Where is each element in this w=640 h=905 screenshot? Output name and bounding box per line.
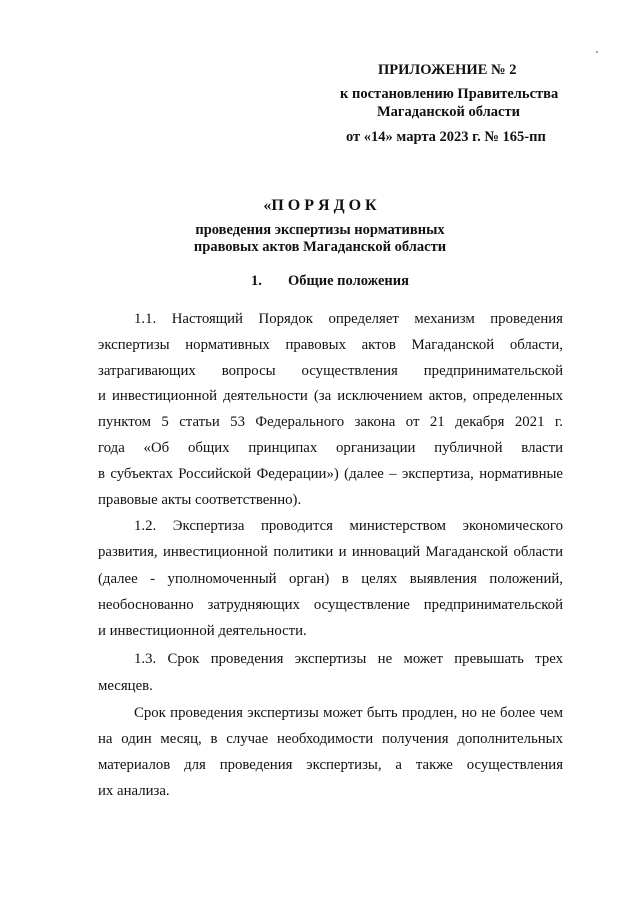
paragraph-line: экспертизы нормативных правовых актов Магаданской области, [98,337,563,353]
paragraph-line: 1.3. Срок проведения экспертизы не может превышать трех [134,651,563,667]
paragraph-line: развития, инвестиционной политики и инноваций Магаданской области [98,544,563,560]
paragraph-line: в субъектах Российской Федерации») (далее – экспертиза, нормативные [98,466,563,482]
paragraph-line: 1.2. Экспертиза проводится министерством экономического [134,518,563,534]
paragraph-line: их анализа. [98,783,170,799]
paragraph-line: года «Об общих принципах организации публичной власти [98,440,563,456]
paragraph-line: месяцев. [98,678,153,694]
paragraph-line: материалов для проведения экспертизы, а также осуществления [98,757,563,773]
appendix-date-line: от «14» марта 2023 г. № 165-пп [346,129,546,145]
paragraph-line: пунктом 5 статьи 53 Федерального закона от 21 декабря 2021 г. [98,414,563,430]
paragraph-line: затрагивающих вопросы осуществления предпринимательской [98,363,563,379]
paragraph-line: правовые акты соответственно). [98,492,302,508]
scan-speck [596,51,598,53]
paragraph-line: 1.1. Настоящий Порядок определяет механизм проведения [134,311,563,327]
section-number: 1. [251,273,262,289]
appendix-line-2: Магаданской области [377,104,520,120]
document-subtitle-line-1: проведения экспертизы нормативных [195,222,445,238]
document-subtitle-line-2: правовых актов Магаданской области [193,239,447,255]
paragraph-line: и инвестиционной деятельности. [98,623,307,639]
paragraph-line: и инвестиционной деятельности (за исключением актов, определенных [98,388,563,404]
appendix-line-1: к постановлению Правительства [340,86,559,102]
appendix-title: ПРИЛОЖЕНИЕ № 2 [378,62,517,78]
document-title: «П О Р Я Д О К [263,197,377,214]
section-heading: Общие положения [288,273,409,289]
paragraph-line: Срок проведения экспертизы может быть продлен, но не более чем [134,705,563,721]
paragraph-line: необоснованно затрудняющих осуществление предпринимательской [98,597,563,613]
paragraph-line: на один месяц, в случае необходимости получения дополнительных [98,731,563,747]
paragraph-line: (далее - уполномоченный орган) в целях выявления положений, [98,571,563,587]
